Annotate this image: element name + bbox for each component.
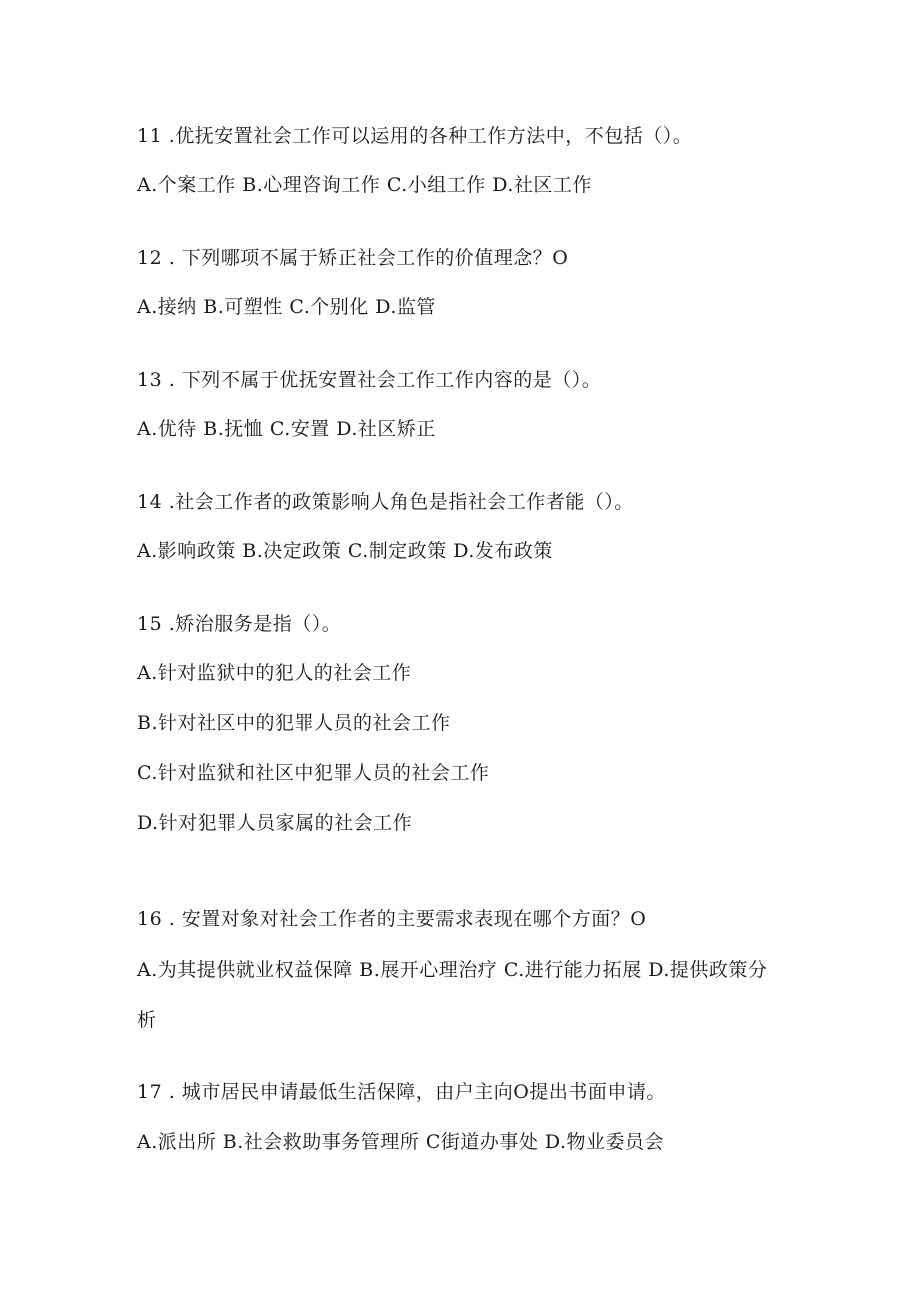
question-15-option-d: D.针对犯罪人员家属的社会工作 xyxy=(137,812,413,834)
question-11-stem: 11 .优抚安置社会工作可以运用的各种工作方法中，不包括（）。 xyxy=(137,125,693,147)
question-14-stem: 14 .社会工作者的政策影响人角色是指社会工作者能（）。 xyxy=(137,491,634,513)
question-15-option-b: B.针对社区中的犯罪人员的社会工作 xyxy=(137,712,451,734)
question-16-stem: 16 . 安置对象对社会工作者的主要需求表现在哪个方面？O xyxy=(137,908,647,930)
question-14-options: A.影响政策 B.决定政策 C.制定政策 D.发布政策 xyxy=(137,540,553,562)
question-12-options: A.接纳 B.可塑性 C.个别化 D.监管 xyxy=(137,296,436,318)
question-15-option-a: A.针对监狱中的犯人的社会工作 xyxy=(137,662,412,684)
question-16-options: A.为其提供就业权益保障 B.展开心理治疗 C.进行能力拓展 D.提供政策分 xyxy=(137,959,768,981)
question-11-options: A.个案工作 B.心理咨询工作 C.小组工作 D.社区工作 xyxy=(137,174,592,196)
question-17-stem: 17 . 城市居民申请最低生活保障，由户主向O提出书面申请。 xyxy=(137,1081,666,1103)
question-15-option-c: C.针对监狱和社区中犯罪人员的社会工作 xyxy=(137,762,490,784)
question-15-stem: 15 .矫治服务是指（）。 xyxy=(137,613,342,635)
question-16-options-continued: 析 xyxy=(137,1009,157,1031)
question-17-options: A.派出所 B.社会救助事务管理所 C街道办事处 D.物业委员会 xyxy=(137,1131,665,1153)
question-13-stem: 13 . 下列不属于优抚安置社会工作工作内容的是（）。 xyxy=(137,369,602,391)
question-12-stem: 12 . 下列哪项不属于矫正社会工作的价值理念？O xyxy=(137,247,569,269)
question-13-options: A.优待 B.抚恤 C.安置 D.社区矫正 xyxy=(137,418,436,440)
